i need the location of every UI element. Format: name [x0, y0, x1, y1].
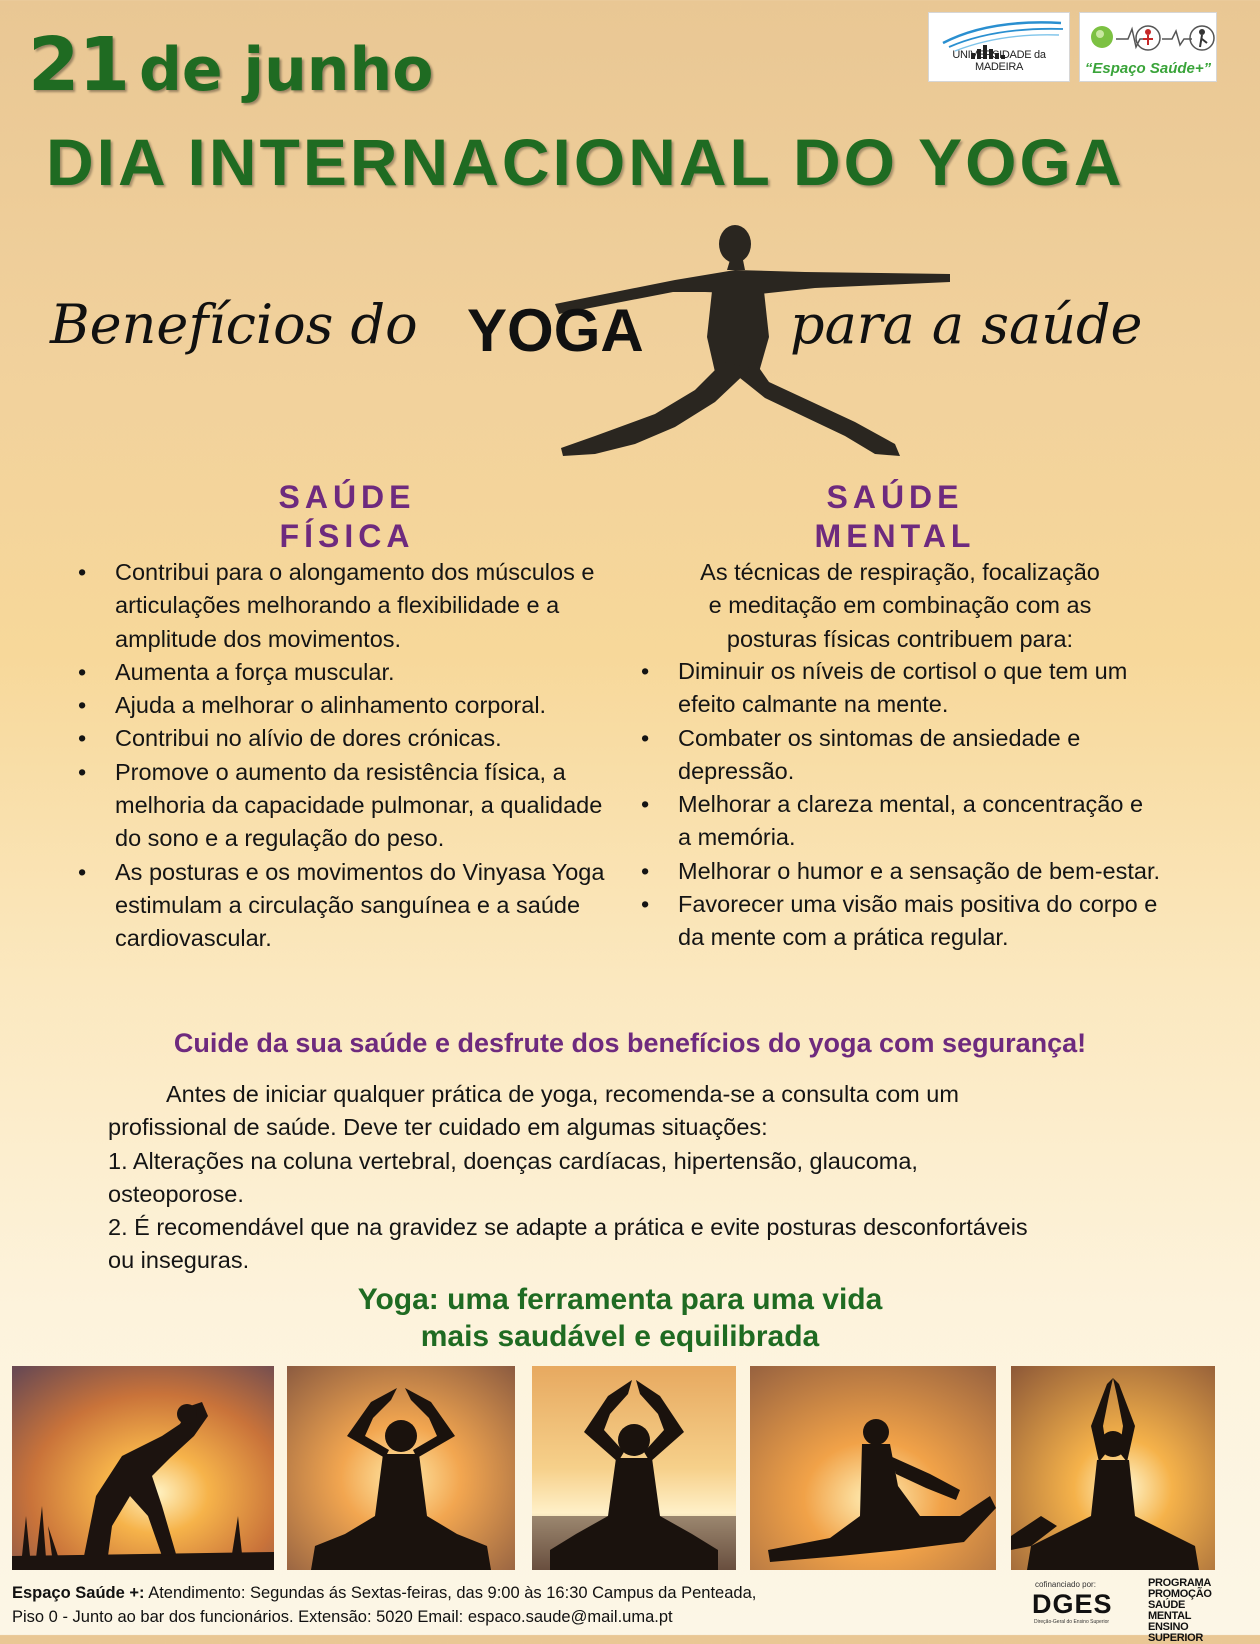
list-item: • Contribui no alívio de dores crónicas. — [78, 722, 618, 755]
espaco-saude-logo — [1079, 12, 1217, 82]
footer-label: Espaço Saúde +: — [12, 1584, 145, 1602]
list-item: • Promove o aumento da resistência física, a melhoria da capacidade pulmonar, a qualidade do sono e a regulação do peso. — [78, 756, 618, 856]
physical-health-heading-line2: FÍSICA — [279, 518, 415, 554]
page-title: DIA INTERNACIONAL DO YOGA — [46, 125, 1125, 199]
footer-line-1 — [12, 1581, 972, 1605]
contact-footer — [12, 1581, 972, 1629]
list-item: • Diminuir os níveis de cortisol o que tem um efeito calmante na mente. — [641, 655, 1161, 722]
programa-line: ENSINO SUPERIOR — [1148, 1621, 1204, 1644]
dges-logo: DGES — [1032, 1589, 1113, 1619]
event-date — [28, 22, 433, 108]
footer-hours: Atendimento: Segundas ás Sextas-feiras, das 9:00 às 16:30 Campus da Penteada, — [144, 1584, 757, 1602]
yoga-photo-backbend — [12, 1366, 274, 1570]
yoga-photo-seated-arms-up — [287, 1366, 515, 1570]
physical-health-heading-line1: SAÚDE — [278, 479, 416, 515]
motto-line: mais saudável e equilibrada — [420, 1320, 820, 1353]
safety-line: 2. É recomendável que na gravidez se adapte a prática e evite posturas desconfortáveis — [108, 1214, 1028, 1241]
intro-line: posturas físicas contribuem para: — [726, 625, 1074, 652]
intro-line: As técnicas de respiração, focalização — [700, 559, 1100, 585]
event-day: 21 — [28, 22, 129, 108]
yoga-photo-meditation-sunset — [532, 1366, 736, 1570]
programa-line: PROMOÇÃO — [1148, 1588, 1212, 1600]
mental-health-intro — [640, 556, 1160, 656]
list-item: • Ajuda a melhorar o alinhamento corporal. — [78, 689, 618, 722]
list-item: • As posturas e os movimentos do Vinyasa Yoga estimulam a circulação sanguínea e a saúde cardiovascular. — [78, 856, 618, 956]
list-item: • Aumenta a força muscular. — [78, 656, 618, 689]
motto-line: Yoga: uma ferramenta para uma vida — [357, 1283, 883, 1316]
mental-health-list — [641, 655, 1161, 955]
mental-health-heading-line1: SAÚDE — [826, 479, 964, 515]
list-item: • Favorecer uma visão mais positiva do corpo e da mente com a prática regular. — [641, 888, 1161, 955]
benefits-headline-left: Benefícios do — [50, 293, 418, 356]
programa-line: SAÚDE MENTAL — [1148, 1599, 1192, 1622]
benefits-headline-right: para a saúde — [790, 293, 1143, 356]
university-logo — [928, 12, 1070, 82]
list-item: • Combater os sintomas de ansiedade e depressão. — [641, 722, 1161, 789]
safety-line: profissional de saúde. Deve ter cuidado em algumas situações: — [108, 1114, 768, 1141]
intro-line: e meditação em combinação com as — [708, 592, 1092, 619]
mental-health-heading-line2: MENTAL — [814, 518, 976, 554]
espaco-saude-name: “Espaço Saúde+” — [1084, 60, 1212, 77]
dges-subtitle: Direção-Geral do Ensino Superior — [1034, 1619, 1110, 1625]
cofinanced-label: cofinanciado por: — [1035, 1580, 1096, 1589]
safety-line: osteoporose. — [108, 1180, 244, 1207]
safety-line: ou inseguras. — [108, 1247, 250, 1274]
physical-health-heading — [247, 478, 447, 556]
programa-logo — [1148, 1578, 1223, 1644]
safety-heading: Cuide da sua saúde e desfrute dos benefícios do yoga com segurança! — [173, 1028, 1087, 1058]
event-month: de junho — [138, 35, 434, 105]
list-item: • Melhorar a clareza mental, a concentração e a memória. — [641, 788, 1161, 855]
physical-health-list — [78, 556, 618, 956]
safety-text — [108, 1078, 1168, 1278]
safety-line: Antes de iniciar qualquer prática de yoga, recomenda-se a consulta com um — [166, 1081, 959, 1107]
yoga-photo-pigeon-pose — [750, 1366, 996, 1570]
motto — [330, 1281, 910, 1355]
list-item: • Contribui para o alongamento dos músculos e articulações melhorando a flexibilidade e a amplitude dos movimentos. — [78, 556, 618, 656]
university-name: UNIVERSIDADE da MADEIRA — [952, 49, 1046, 73]
yoga-photo-lotus — [1011, 1366, 1215, 1570]
safety-line: 1. Alterações na coluna vertebral, doenças cardíacas, hipertensão, glaucoma, — [108, 1147, 918, 1174]
mental-health-heading — [795, 478, 995, 556]
programa-line: PROGRAMA — [1148, 1577, 1211, 1589]
health-figures-icon — [1080, 13, 1218, 63]
benefits-headline-yoga: YOGA — [467, 297, 644, 364]
footer-line-2: Piso 0 - Junto ao bar dos funcionários. Extensão: 5020 Email: espaco.saude@mail.uma.pt — [12, 1608, 673, 1626]
list-item: • Melhorar o humor e a sensação de bem-estar. — [641, 855, 1161, 888]
